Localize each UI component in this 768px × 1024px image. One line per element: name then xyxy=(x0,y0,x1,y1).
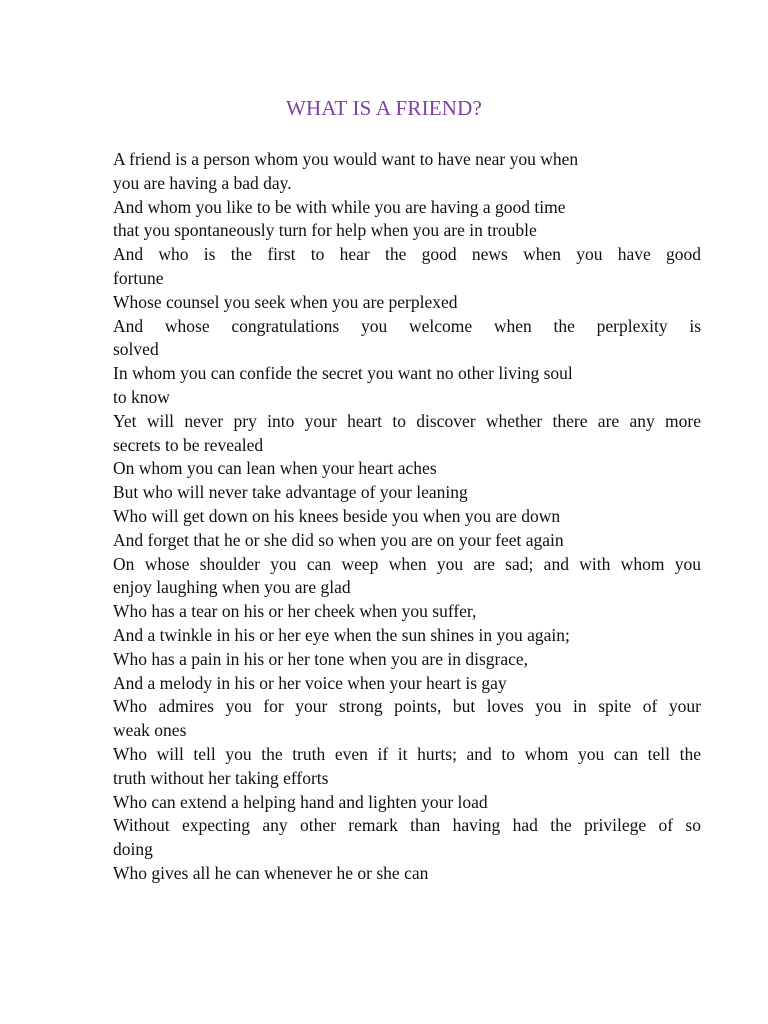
poem-line: Who will get down on his knees beside you when you are down xyxy=(113,505,561,526)
poem-line: that you spontaneously turn for help when you are in trouble xyxy=(113,220,537,241)
document-title: WHAT IS A FRIEND? xyxy=(285,96,483,120)
poem-line: On whose shoulder you can weep when you are sad; and with whom you xyxy=(113,553,701,574)
poem-line: Without expecting any other remark than having had the privilege of so xyxy=(113,815,701,836)
poem-line: solved xyxy=(113,339,159,360)
poem-body xyxy=(113,148,701,886)
poem-line: Who has a tear on his or her cheek when you suffer, xyxy=(113,601,477,622)
poem-line: On whom you can lean when your heart aches xyxy=(113,458,437,479)
poem-line: In whom you can confide the secret you want no other living soul xyxy=(113,363,573,384)
poem-line: weak ones xyxy=(113,720,187,741)
poem-line: And a twinkle in his or her eye when the sun shines in you again; xyxy=(113,624,570,645)
poem-line: to know xyxy=(113,386,170,407)
poem-line: truth without her taking efforts xyxy=(113,767,329,788)
poem-line: Who will tell you the truth even if it hurts; and to whom you can tell the xyxy=(113,743,701,764)
poem-line: And who is the first to hear the good news when you have good xyxy=(113,244,701,265)
poem-line: enjoy laughing when you are glad xyxy=(113,577,351,598)
poem-line: Who admires you for your strong points, but loves you in spite of your xyxy=(113,696,701,717)
poem-line: And whose congratulations you welcome when the perplexity is xyxy=(113,315,701,336)
poem-line: you are having a bad day. xyxy=(113,172,292,193)
poem-line: Who can extend a helping hand and lighten your load xyxy=(113,791,488,812)
poem-line: Who gives all he can whenever he or she can xyxy=(113,862,429,883)
poem-line: And whom you like to be with while you are having a good time xyxy=(113,196,566,217)
poem-line: Who has a pain in his or her tone when you are in disgrace, xyxy=(113,648,529,669)
poem-line: And forget that he or she did so when you are on your feet again xyxy=(113,529,564,550)
poem-line: doing xyxy=(113,839,153,860)
poem-line: But who will never take advantage of your leaning xyxy=(113,482,468,503)
poem-line: fortune xyxy=(113,267,164,288)
poem-line: A friend is a person whom you would want to have near you when xyxy=(113,149,579,169)
poem-line: Yet will never pry into your heart to discover whether there are any more xyxy=(113,410,701,431)
poem-line: secrets to be revealed xyxy=(113,434,264,455)
poem-line: Whose counsel you seek when you are perplexed xyxy=(113,291,458,312)
poem-line: And a melody in his or her voice when your heart is gay xyxy=(113,672,507,693)
